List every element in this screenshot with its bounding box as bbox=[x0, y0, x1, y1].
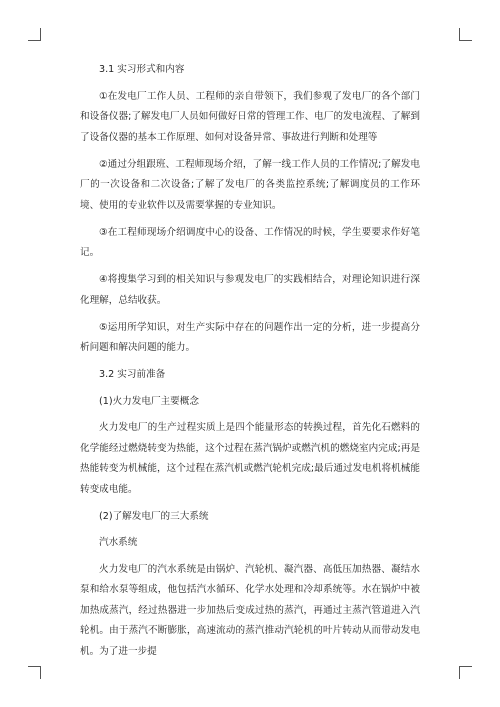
system-heading: 汽水系统 bbox=[99, 537, 138, 548]
paragraph-2: ②通过分组跟班、工程师现场介绍，了解一线工作人员的工作情况;了解发电厂的一次设备和二次设备;了解了发电厂的各类监控系统;了解调度员的工作环境、使用的专业软件以及需要掌握的专业知识。 bbox=[80, 158, 420, 211]
subsection-1-heading: (1)火力发电厂主要概念 bbox=[99, 395, 199, 407]
section-3-2-heading: 3.2 实习前准备 bbox=[99, 369, 166, 380]
crop-mark-top-left-v bbox=[40, 28, 41, 41]
crop-mark-top-right-h bbox=[459, 40, 472, 41]
crop-mark-bottom-right-v bbox=[459, 666, 460, 679]
section-3-1-heading: 3.1 实习形式和内容 bbox=[99, 64, 185, 75]
paragraph-1: ①在发电厂工作人员、工程师的亲自带领下，我们参观了发电厂的各个部门和设备仪器;了解发电厂人员如何做好日常的管理工作、电厂的发电流程、了解到了设备仪器的基本工作原理、如何对设备异常、事故进行判断和处理等 bbox=[80, 90, 420, 143]
paragraph-7: 火力发电厂的汽水系统是由锅炉、汽轮机、凝汽器、高低压加热器、凝结水泵和给水泵等组成，他包括汽水循环、化学水处理和冷却系统等。水在锅炉中被加热成蒸汽，经过热器进一步加热后变成过热的蒸汽，再通过主蒸汽管道进入汽轮机。由于蒸汽不断膨胀，高速流动的蒸汽推动汽轮机的叶片转动从而带动发电机。为了进一步提 bbox=[80, 563, 420, 657]
paragraph-4: ④将搜集学习到的相关知识与参观发电厂的实践相结合，对理论知识进行深化理解，总结收获。 bbox=[80, 274, 420, 306]
crop-mark-top-right-v bbox=[459, 28, 460, 41]
document-body bbox=[80, 60, 420, 662]
paragraph-3: ③在工程师现场介绍调度中心的设备、工作情况的时候，学生要要求作好笔记。 bbox=[80, 226, 420, 258]
subsection-2-heading: (2)了解发电厂的三大系统 bbox=[99, 510, 209, 522]
paragraph-5: ⑤运用所学知识，对生产实际中存在的问题作出一定的分析，进一步提高分析问题和解决问题的能力。 bbox=[80, 321, 420, 353]
crop-mark-bottom-left-v bbox=[40, 666, 41, 679]
crop-mark-bottom-right-h bbox=[459, 666, 472, 667]
paragraph-6: 火力发电厂的生产过程实质上是四个能量形态的转换过程，首先化石燃料的化学能经过燃烧转变为热能，这个过程在蒸汽锅炉或燃汽机的燃烧室内完成;再是热能转变为机械能，这个过程在蒸汽机或燃汽轮机完成;最后通过发电机将机械能转变成电能。 bbox=[80, 422, 420, 495]
